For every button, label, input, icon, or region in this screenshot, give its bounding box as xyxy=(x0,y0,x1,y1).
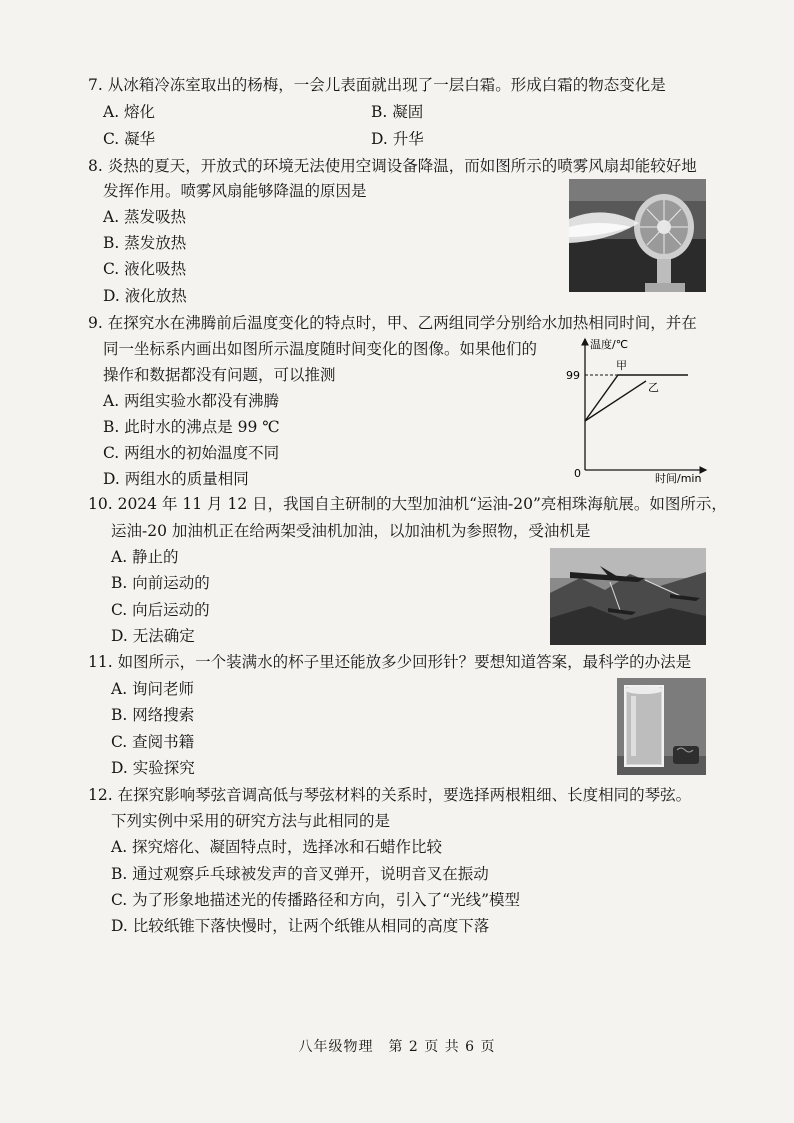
q9-option-d: D. 两组水的质量相同 xyxy=(103,470,249,488)
q9-option-c: C. 两组水的初始温度不同 xyxy=(103,444,280,462)
q8-option-d: D. 液化放热 xyxy=(103,287,187,305)
q12-option-d: D. 比较纸锥下落快慢时，让两个纸锥从相同的高度下落 xyxy=(111,917,490,935)
q11-stem: 11. 如图所示，一个装满水的杯子里还能放多少回形针？要想知道答案，最科学的办法是 xyxy=(88,653,692,671)
spray-fan-photo xyxy=(569,179,706,292)
q12-option-a: A. 探究熔化、凝固特点时，选择冰和石蜡作比较 xyxy=(111,838,443,856)
q8-option-c: C. 液化吸热 xyxy=(103,260,187,278)
q7-option-d: D. 升华 xyxy=(371,130,424,148)
y-axis-label: 温度/℃ xyxy=(590,338,629,351)
q12-option-c: C. 为了形象地描述光的传播路径和方向，引入了“光线”模型 xyxy=(111,891,521,909)
q11-option-a: A. 询问老师 xyxy=(111,680,195,698)
origin-label: 0 xyxy=(574,467,581,480)
q8-stem-line2: 发挥作用。喷雾风扇能够降温的原因是 xyxy=(103,182,367,200)
x-axis-label: 时间/min xyxy=(655,472,702,485)
q10-option-c: C. 向后运动的 xyxy=(111,601,210,619)
q9-stem-line1: 9. 在探究水在沸腾前后温度变化的特点时，甲、乙两组同学分别给水加热相同时间，并在 xyxy=(88,314,697,332)
q9-stem-line2: 同一坐标系内画出如图所示温度随时间变化的图像。如果他们的 xyxy=(103,340,538,358)
water-glass-paperclips-photo xyxy=(617,678,706,775)
q8-option-b: B. 蒸发放热 xyxy=(103,234,187,252)
q10-stem-line2: 运油-20 加油机正在给两架受油机加油，以加油机为参照物，受油机是 xyxy=(111,522,591,540)
series-yi-line xyxy=(585,381,646,421)
q7-option-c: C. 凝华 xyxy=(103,130,156,148)
series-jia-label: 甲 xyxy=(616,359,627,372)
q11-option-b: B. 网络搜索 xyxy=(111,706,195,724)
q8-option-a: A. 蒸发吸热 xyxy=(103,208,187,226)
q12-option-b: B. 通过观察乒乓球被发声的音叉弹开，说明音叉在振动 xyxy=(111,865,489,883)
tick-99: 99 xyxy=(566,369,580,382)
temperature-time-graph xyxy=(560,333,710,485)
q7-stem: 7. 从冰箱冷冻室取出的杨梅，一会儿表面就出现了一层白霜。形成白霜的物态变化是 xyxy=(88,76,666,94)
q10-option-d: D. 无法确定 xyxy=(111,627,195,645)
series-yi-label: 乙 xyxy=(648,381,659,394)
q12-stem-line1: 12. 在探究影响琴弦音调高低与琴弦材料的关系时，要选择两根粗细、长度相同的琴弦。 xyxy=(88,786,692,804)
q11-option-d: D. 实验探究 xyxy=(111,759,195,777)
q11-option-c: C. 查阅书籍 xyxy=(111,733,195,751)
q7-option-b: B. 凝固 xyxy=(371,103,424,121)
q8-stem-line1: 8. 炎热的夏天，开放式的环境无法使用空调设备降温，而如图所示的喷雾风扇却能较好地 xyxy=(88,157,697,175)
q9-stem-line3: 操作和数据都没有问题，可以推测 xyxy=(103,366,336,384)
series-jia-line xyxy=(585,375,688,421)
q9-option-a: A. 两组实验水都没有沸腾 xyxy=(103,392,280,410)
page-footer: 八年级物理 第 2 页 共 6 页 xyxy=(298,1039,496,1055)
q9-option-b: B. 此时水的沸点是 99 ℃ xyxy=(103,418,280,436)
tanker-refueling-photo xyxy=(550,548,706,645)
q10-option-a: A. 静止的 xyxy=(111,548,179,566)
q7-option-a: A. 熔化 xyxy=(103,103,156,121)
q12-stem-line2: 下列实例中采用的研究方法与此相同的是 xyxy=(111,812,391,830)
q10-stem-line1: 10. 2024 年 11 月 12 日，我国自主研制的大型加油机“运油-20”亮相珠海航展。如图所示， xyxy=(88,495,727,513)
q10-option-b: B. 向前运动的 xyxy=(111,574,210,592)
